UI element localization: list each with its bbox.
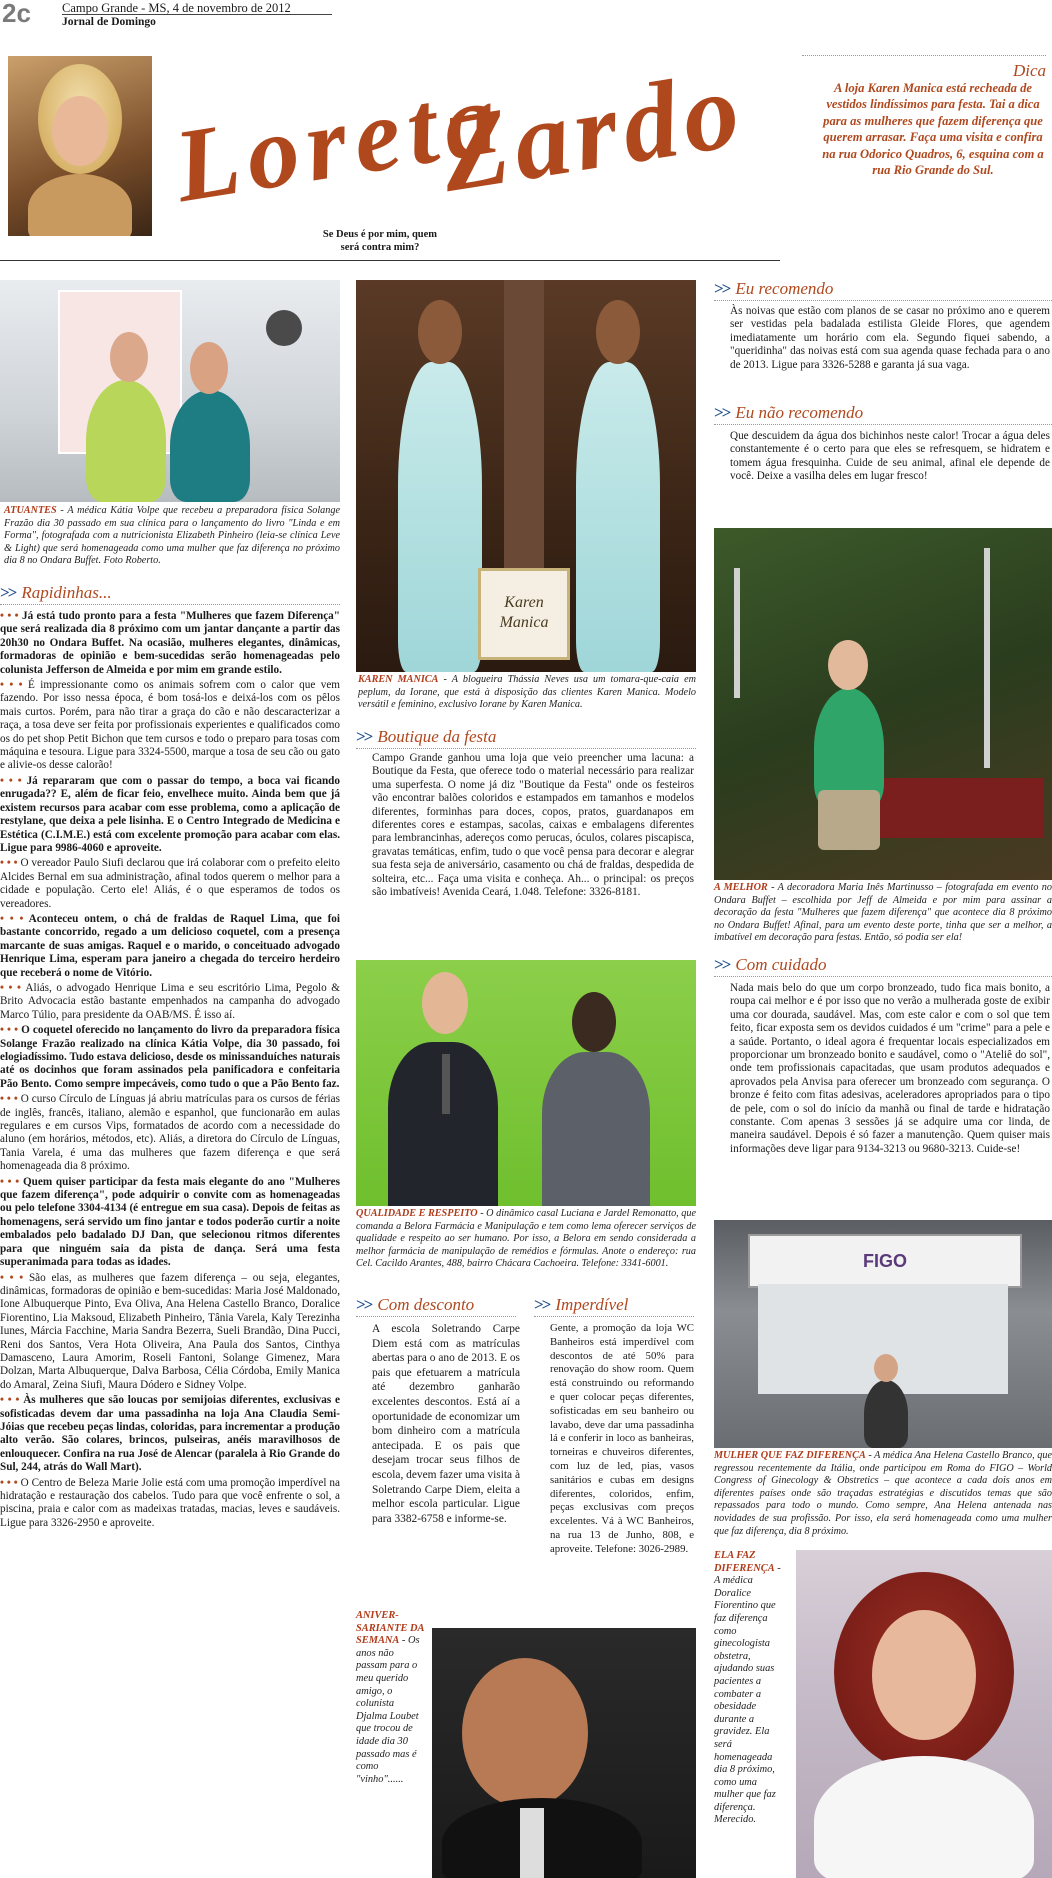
- section-imperdivel: >> Imperdível: [534, 1294, 694, 1317]
- caption-atuantes-lead: ATUANTES: [4, 505, 57, 516]
- columnist-photo: [8, 56, 152, 236]
- rapidinhas-item: • • • Às mulheres que são loucas por semijoias diferentes, exclusivas e sofisticadas devem dar uma passadinha na loja Ana Claudia Semi-Jóias que recebeu peças lindas, coloridas, para incrementar a produção alto verão. São colares, brincos, pulseiras, anéis maravilhosos de enlouquecer. Confira na rua José de Alencar (paralela à Rio Grande do Sul, 244, atrás do Wall Mart).: [0, 1394, 340, 1474]
- masthead-title: [167, 46, 800, 228]
- section-com-cuidado: >> Com cuidado: [714, 954, 1052, 977]
- caption-aniver-text: - Os anos não passam para o meu querido amigo, o colunista Djalma Loubet que trocou de idade dia 30 passado mas é como "vinho"......: [356, 1635, 420, 1785]
- caption-mulher-diferenca: [714, 1450, 1052, 1538]
- caption-elafaz-text: - A médica Doralice Fiorentino que faz diferença como ginecologista obstetra, ajudando suas pacientes a combater a obesidade durante a gravidez. Ela será homenageada dia 8 próximo, como uma mulher que faz diferença. Merecido.: [714, 1562, 781, 1826]
- caption-qualidade: [356, 1208, 696, 1271]
- section-rapidinhas-title: Rapidinhas...: [21, 583, 112, 602]
- dica-rule: [802, 55, 1046, 56]
- rapidinhas-item: • • • É impressionante como os animais sofrem com o calor que vem fazendo. Por isso nessa época, é bom tosá-los e deixá-los com os pêlos mais curtos. Porém, para não tirar a graça do cão e não descaracterizar a raça, a tosa deve ser feita por profissionais experientes e qualificados como os do pet shop Petit Bichon que tem cursos e todo o preparo para tosas com máquina e tesoura. Ligue para 3324-5500, marque a tosa de seu cão ou gato e alivie-os desse calorão!: [0, 679, 340, 772]
- rapidinhas-text: [0, 610, 340, 1532]
- com-desconto-text: A escola Soletrando Carpe Diem está com as matrículas abertas para o ano de 2013. E os pais que efetuarem a matrícula até dezembro ganharão excelentes descontos. Está aí a oportunidade de economizar um bom dinheiro com a matrícula antecipada. E os pais que desejam trocar seus filhos de escola, devem fazer uma visita à Soletrando Carpe Diem, eleita a melhor escola particular. Ligue para 3382-6758 e informe-se.: [372, 1323, 521, 1525]
- section-com-desconto-title: Com desconto: [377, 1295, 475, 1314]
- caption-ela-faz-diferenca: [714, 1550, 788, 1827]
- figo-banner-text: FIGO: [863, 1251, 907, 1271]
- header-rule: [62, 14, 332, 15]
- rapidinhas-item: • • • Aconteceu ontem, o chá de fraldas de Raquel Lima, que foi bastante concorrido, regado a um delicioso coquetel, com a presença marcante de suas amigas. Raquel e o marido, o conceituado advogado Henrique Lima, esperam para janeiro a chegada do terceiro herdeiro que receberá o nome de Vitório.: [0, 912, 340, 979]
- publication-name: Jornal de Domingo: [62, 16, 156, 28]
- dica-title: Dica: [1012, 61, 1046, 80]
- eu-nao-recomendo-text: Que descuidem da água dos bichinhos neste calor! Trocar a água deles constantemente é o certo para que eles se refresquem, se hidratem e tomem água fresquinha. Cuide de seu animal, afinal ele depende de você. Deixe a vasilha deles em lugar fresco!: [730, 430, 1050, 483]
- rapidinhas-item: • • • Já está tudo pronto para a festa "Mulheres que fazem Diferença" que será realizada dia 8 próximo com um jantar dançante a partir das 20h30 no Ondara Buffet. Na ocasião, mulheres elegantes, dinâmicas, formadoras de opinião e bem-sucedidas serão homenageadas pelo colunista Jefferson de Almeida e por mim em grande estilo.: [0, 610, 340, 676]
- section-boutique-title: Boutique da festa: [377, 727, 497, 746]
- caption-karen-manica: [358, 674, 696, 712]
- karen-logo-line-2: Manica: [499, 614, 549, 631]
- masthead-name-part2: Zardo: [432, 46, 753, 216]
- photo-aniversariante: [432, 1628, 696, 1878]
- rapidinhas-item: • • • Quem quiser participar da festa mais elegante do ano "Mulheres que fazem diferença", pode adquirir o convite com as homenageadas ou pelo telefone 3304-4134 (é entregue em sua casa). Depois de feitas as homenagens, será servido um fino jantar e todos poderão curtir a noite embalados pelo badalado DJ Dan, que selecionou ritmos diferentes para que ninguém saia da pista de dança. Será uma festa superanimada para todas as idades.: [0, 1175, 340, 1269]
- photo-a-melhor: [714, 528, 1052, 880]
- motto-line-1: Se Deus é por mim, quem: [322, 229, 438, 240]
- caption-melhor-lead: A MELHOR: [714, 882, 768, 893]
- rapidinhas-item: • • • O curso Círculo de Línguas já abriu matrículas para os cursos de férias de inglês, francês, italiano, alemão e espanhol, que funcionarão em aulas regulares e em cursos Vips, formatados de acordo com a necessidade do aluno (em horários, métodos, etc). Aliás, a diretora do Círculo de Línguas, Tania Varela, é uma das mulheres que fazem diferença e que será homenageada dia 8 próximo.: [0, 1093, 340, 1173]
- rapidinhas-item: • • • O Centro de Beleza Marie Jolie está com uma promoção imperdível na hidratação e restauração dos cabelos. Tudo para que você enfrente o sol, a piscina, praia e calor com as madeixas tratadas, macias, leves e saudáveis. Ligue para 3326-2950 e aproveite.: [0, 1476, 340, 1529]
- section-boutique: >> Boutique da festa: [356, 726, 696, 749]
- section-eu-recomendo-title: Eu recomendo: [735, 279, 834, 298]
- section-com-cuidado-title: Com cuidado: [735, 955, 827, 974]
- rapidinhas-item: • • • Aliás, o advogado Henrique Lima e seu escritório Lima, Pegolo & Brito Advocacia estão bastante empenhados na campanha do advogado Marco Túlio, para presidente da OAB/MS. É isso aí.: [0, 981, 340, 1021]
- caption-karen-lead: KAREN MANICA: [358, 674, 439, 685]
- karen-logo-line-1: Karen: [504, 594, 544, 611]
- caption-a-melhor: [714, 882, 1052, 945]
- page-number: 2c: [2, 0, 31, 28]
- photo-mulher-diferenca: [714, 1220, 1052, 1448]
- caption-mulher-text: - A médica Ana Helena Castello Branco, que regressou recentemente da Itália, onde participou em Roma do FIGO – World Congress of Ginecology & Obstretics – que acontece a cada dois anos em diferentes países onde são traçadas estratégias e discutidos temas que são repassados para todo o mundo. Como sempre, Ana Helena antenada nas novidades de sua profissão. Por isso, ela será homenageada como uma mulher que faz diferença, dia 8 próximo.: [714, 1450, 1052, 1537]
- photo-karen-manica: [356, 280, 696, 672]
- dateline: Campo Grande - MS, 4 de novembro de 2012: [62, 1, 291, 15]
- section-eu-recomendo: >> Eu recomendo: [714, 278, 1052, 301]
- rapidinhas-item: • • • São elas, as mulheres que fazem diferença – ou seja, elegantes, dinâmicas, formadoras de opinião e bem-sucedidas: Maria José Maldonado, Ione Albuquerque Pinto, Eva Oliva, Ana Helena Castello Branco, Doralice Fiorentino, Lia Maksoud, Elizabeth Pinheiro, Tânia Varela, Kaly Terezinha Iunes, Márcia Facchine, Maria Sandra Bezerra, Sueli Brandão, Dina Pucci, Reni dos Santos, Vera Hota Oliveira, Ana Paula dos Santos, Cinthya Damasceno, Laura Amorim, Roseli Fantoni, Solange Gimenez, Mara Dolzan, Marta Albuquerque, Dalva Barbosa, Célia Córdoba, Emily Manica do Amaral, Zeina Siufi, Maura Dódero e Sidney Volpe.: [0, 1271, 340, 1391]
- section-com-desconto: >> Com desconto: [356, 1294, 516, 1317]
- boutique-text: Campo Grande ganhou uma loja que veio preencher uma lacuna: a Boutique da Festa, que oferece todo o material necessário para realizar uma superfesta. O nome já diz "Boutique da Festa" onde os festeiros vão encontrar balões coloridos e estampados em tamanhos e modelos diferentes, forminhas para doces, copos, pratos, guardanapos em diferentes cores e estampas, sacolas, caixas e embalagens diferentes para lembrancinhas, adereços como perucas, óculos, colares piscapisca, gravatas temáticas, enfim, tudo o que você pensa para decorar e alegrar sua festa seja de aniversário, casamento ou chá de fraldas, despedida de solteira, etc... Faça uma visita e conheça. Ah... o principal: os preços são imbatíveis! Avenida Ceará, 1.048. Telefone: 3326-8181.: [372, 752, 694, 899]
- masthead-name-part1: Loreta: [167, 58, 513, 225]
- section-imperdivel-title: Imperdível: [555, 1295, 629, 1314]
- caption-aniversariante: [356, 1610, 426, 1786]
- caption-atuantes-text: - A médica Kátia Volpe que recebeu a preparadora física Solange Frazão dia 30 passado em sua clínica para o lançamento do livro "Linda e em Forma", fotografada com a nutricionista Elizabeth Pinheiro (leia-se clínica Leve & Light) que será homenageada como uma mulher que faz diferença no próximo dia 8 no Ondara Buffet. Foto Roberto.: [4, 505, 340, 567]
- photo-atuantes: [0, 280, 340, 502]
- dica-text: A loja Karen Manica está recheada de vestidos lindíssimos para festa. Tai a dica para as mulheres que fazem diferença que querem arrasar. Faça uma visita e confira na rua Odorico Quadros, 6, esquina com a rua Rio Grande do Sul.: [822, 81, 1044, 178]
- rapidinhas-item: • • • O vereador Paulo Siufi declarou que irá colaborar com o prefeito eleito Alcides Bernal em sua administração, afinal todos querem o melhor para a cidade e população. Certo ele! Aliás, é o que esperamos de todos os vereadores.: [0, 857, 340, 910]
- masthead-motto: [300, 228, 460, 254]
- com-cuidado-text: Nada mais belo do que um corpo bronzeado, tudo fica mais bonito, a roupa cai melhor e é por isso que no verão a mulherada goste de exibir uma cor dourada, saudável. Mas, com este calor e com o sol que tem feito, ficar exposta sem os devidos cuidados é um "crime" para a pele e a saúde. Portanto, o ideal agora é frequentar locais especializados em proporcionar um bronzeado bonito e saudável, como o "Ateliê do sol", onde tem profissionais capacitadas, que usam produtos adequados e aprovados pela Anvisa para oferecer um bronzeado com segurança. O bronze é feito com fitas adesivas, aceleradores apropriados para o tipo de pele, com o sol do início da manhã ou final de tarde e hidratação constante. Com apenas 3 sessões já se adquire uma cor linda, de maneira saudável. Depois é só fazer a manutenção. Quem quiser mais informações deve ligar para 9134-3213 ou 9680-3213. Cuide-se!: [730, 982, 1050, 1155]
- section-rapidinhas: >> Rapidinhas...: [0, 582, 340, 605]
- caption-elafaz-lead: ELA FAZ DIFERENÇA: [714, 1550, 775, 1574]
- motto-line-2: será contra mim?: [340, 242, 420, 253]
- masthead-rule: [0, 260, 780, 261]
- caption-melhor-text: - A decoradora Maria Inês Martinusso – fotografada em evento no Ondara Buffet – escolhida por Jeff de Almeida e por mim para assinar a decoração da festa "Mulheres que fazem diferença" que acontece dia 8 próximo no Ondara Buffet! Afinal, para um evento deste porte, tinha que ser a melhor, a imbatível em decoração para festas. Então, só podia ser ela!: [714, 882, 1052, 944]
- eu-recomendo-text: Às noivas que estão com planos de se casar no próximo ano e querem ser vestidas pela badalada estilista Gleide Flores, que agendem imediatamente um horário com ela. Segundo fiquei sabendo, a "queridinha" das noivas está com sua agenda quase fechada para o ano de 2013. Ligue para 3326-5288 e garanta já sua vaga.: [730, 305, 1050, 371]
- header-bar: [0, 0, 1052, 30]
- caption-karen-text: - A blogueira Thássia Neves usa um tomara-que-caia em peplum, da Iorane, que está à disposição das clientes Karen Manica. Modelo versátil e feminino, exclusivo Iorane by Karen Manica.: [358, 674, 696, 711]
- section-eu-nao-recomendo-title: Eu não recomendo: [735, 403, 864, 422]
- caption-aniver-lead: ANIVER-SARIANTE DA SEMANA: [356, 1610, 424, 1647]
- photo-qualidade: [356, 960, 696, 1206]
- caption-qualidade-text: - O dinâmico casal Luciana e Jardel Remonatto, que comanda a Belora Farmácia e Manipulação e tem como lema oferecer serviços de qualidade e respeito ao ser humano. Por isso, a Belora em sendo considerada a melhor farmácia de manipulação de remédios e fórmulas. Anote o endereço: rua Cel. Cacildo Arantes, 488, bairro Chácara Cachoeira. Telefone: 3341-6001.: [356, 1208, 697, 1270]
- section-eu-nao-recomendo: >> Eu não recomendo: [714, 402, 1052, 425]
- caption-mulher-lead: MULHER QUE FAZ DIFERENÇA: [714, 1450, 866, 1461]
- rapidinhas-item: • • • O coquetel oferecido no lançamento do livro da preparadora física Solange Frazão realizado na clínica Kátia Volpe, dia 30 passado, foi elogiadíssimo. Tudo estava delicioso, desde os minissanduíches naturais até os docinhos que foram assinados pela panificadora e confeitaria Pão Bento. Como sempre impecáveis, como tudo o que a Pão Bento faz.: [0, 1024, 340, 1090]
- photo-ela-faz-diferenca: [796, 1550, 1052, 1878]
- rapidinhas-item: • • • Já repararam que com o passar do tempo, a boca vai ficando enrugada?? E, além de ficar feio, envelhece muito. Ainda bem que já existem recursos para acabar com esse problema, como a aplicação de restylane, que deixa a pele lisinha. E o Centro Integrado de Medicina e Estética (C.I.M.E.) está com excelente promoção para acabar com elas. Ligue para 9986-4060 e aproveite.: [0, 774, 340, 854]
- karen-manica-logo: [478, 568, 570, 660]
- caption-atuantes: [4, 505, 340, 568]
- caption-qualidade-lead: QUALIDADE E RESPEITO: [356, 1208, 478, 1219]
- figo-banner: [748, 1234, 1022, 1288]
- imperdivel-text: Gente, a promoção da loja WC Banheiros está imperdível com descontos de até 50% para renovação do show room. Quem está construindo ou reformando e quer colocar peças diferentes, sofisticadas em seu banheiro ou lavabo, deve dar uma passadinha lá e conferir in loco as banheiras, torneiras e chuveiros diferentes, com luz de led, pias, vasos sanitários e cubas em designs diferentes, coloridos, enfim, peças exclusivas com preços excelentes. Vá à WC Banheiros, na rua 13 de Junho, 808, e aproveite. Telefone: 3026-2989.: [550, 1322, 694, 1555]
